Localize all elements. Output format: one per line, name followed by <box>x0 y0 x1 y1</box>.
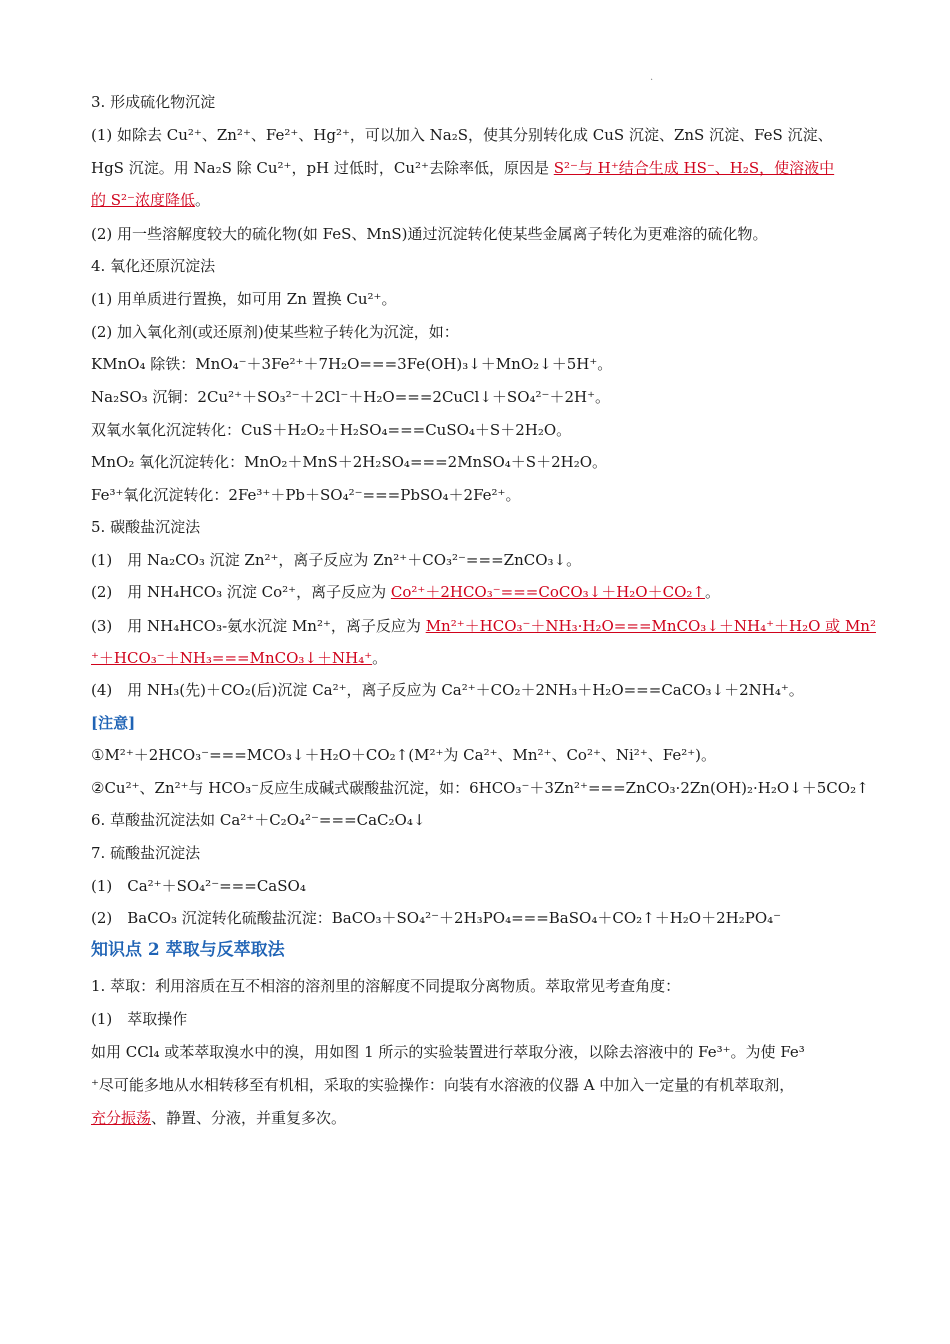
para-4-1: (1) 用单质进行置换，如可用 Zn 置换 Cu²⁺。 <box>91 290 397 308</box>
para-5-2: (2) 用 NH₄HCO₃ 沉淀 Co²⁺，离子反应为 Co²⁺＋2HCO₃⁻===CoCO₃↓＋H₂O＋CO₂↑。 <box>91 583 720 601</box>
answer-text: ⁺＋HCO₃⁻＋NH₃===MnCO₃↓＋NH₄⁺ <box>91 649 373 667</box>
section-7-title: 7. 硫酸盐沉淀法 <box>91 844 201 862</box>
section-6-title: 6. 草酸盐沉淀法如 Ca²⁺＋C₂O₄²⁻===CaC₂O₄↓ <box>91 811 426 829</box>
answer-text: 的 S²⁻浓度降低 <box>91 191 195 209</box>
para-5-3-line-2: ⁺＋HCO₃⁻＋NH₃===MnCO₃↓＋NH₄⁺。 <box>91 649 388 667</box>
note-label: [注意] <box>91 714 136 732</box>
para-7-1: (1) Ca²⁺＋SO₄²⁻===CaSO₄ <box>91 877 306 895</box>
equation-kmno4: KMnO₄ 除铁：MnO₄⁻＋3Fe²⁺＋7H₂O===3Fe(OH)₃↓＋MnO₂↓＋5H⁺。 <box>91 355 613 373</box>
para-extraction-line-2: ⁺尽可能多地从水相转移至有机相，采取的实验操作：向装有水溶液的仪器 A 中加入一定量的有机萃取剂， <box>91 1076 795 1094</box>
note-1: ①M²⁺＋2HCO₃⁻===MCO₃↓＋H₂O＋CO₂↑(M²⁺为 Ca²⁺、Mn²⁺、Co²⁺、Ni²⁺、Fe²⁺)。 <box>91 746 716 764</box>
para-extraction-1: 1. 萃取：利用溶质在互不相溶的溶剂里的溶解度不同提取分离物质。萃取常见考查角度： <box>91 977 681 995</box>
equation-na2so3: Na₂SO₃ 沉铜：2Cu²⁺＋SO₃²⁻＋2Cl⁻＋H₂O===2CuCl↓＋SO₄²⁻＋2H⁺。 <box>91 388 610 406</box>
answer-text: Mn²⁺＋HCO₃⁻＋NH₃·H₂O===MnCO₃↓＋NH₄⁺＋H₂O 或 Mn² <box>425 617 876 635</box>
answer-text: Co²⁺＋2HCO₃⁻===CoCO₃↓＋H₂O＋CO₂↑ <box>390 583 705 601</box>
para-3-1-line-2: HgS 沉淀。用 Na₂S 除 Cu²⁺，pH 过低时，Cu²⁺去除率低，原因是 S²⁻与 H⁺结合生成 HS⁻、H₂S，使溶液中 <box>91 159 835 177</box>
section-4-title: 4. 氧化还原沉淀法 <box>91 257 216 275</box>
para-4-2: (2) 加入氧化剂(或还原剂)使某些粒子转化为沉淀，如： <box>91 323 459 341</box>
section-3-title: 3. 形成硫化物沉淀 <box>91 93 216 111</box>
note-2: ②Cu²⁺、Zn²⁺与 HCO₃⁻反应生成碱式碳酸盐沉淀，如：6HCO₃⁻＋3Zn²⁺===ZnCO₃·2Zn(OH)₂·H₂O↓＋5CO₂↑ <box>91 779 869 797</box>
para-5-3-line-1: (3) 用 NH₄HCO₃-氨水沉淀 Mn²⁺，离子反应为 Mn²⁺＋HCO₃⁻＋NH₃·H₂O===MnCO₃↓＋NH₄⁺＋H₂O 或 Mn² <box>91 617 876 635</box>
para-extraction-op: (1) 萃取操作 <box>91 1010 188 1028</box>
para-3-1-line-1: (1) 如除去 Cu²⁺、Zn²⁺、Fe²⁺、Hg²⁺，可以加入 Na₂S，使其分别转化成 CuS 沉淀、ZnS 沉淀、FeS 沉淀、 <box>91 126 833 144</box>
equation-h2o2: 双氧水氧化沉淀转化：CuS＋H₂O₂＋H₂SO₄===CuSO₄＋S＋2H₂O。 <box>91 421 572 439</box>
para-extraction-line-1: 如用 CCl₄ 或苯萃取溴水中的溴，用如图 1 所示的实验装置进行萃取分液，以除去溶液中的 Fe³⁺。为使 Fe³ <box>91 1043 805 1061</box>
knowledge-point-2-heading: 知识点 2 萃取与反萃取法 <box>91 940 285 960</box>
para-5-1: (1) 用 Na₂CO₃ 沉淀 Zn²⁺，离子反应为 Zn²⁺＋CO₃²⁻===ZnCO₃↓。 <box>91 551 582 569</box>
para-5-4: (4) 用 NH₃(先)＋CO₂(后)沉淀 Ca²⁺，离子反应为 Ca²⁺＋CO₂＋2NH₃＋H₂O===CaCO₃↓＋2NH₄⁺。 <box>91 681 804 699</box>
equation-mno2: MnO₂ 氧化沉淀转化：MnO₂＋MnS＋2H₂SO₄===2MnSO₄＋S＋2H₂O。 <box>91 453 608 471</box>
page-mark: . <box>650 72 654 83</box>
section-5-title: 5. 碳酸盐沉淀法 <box>91 518 201 536</box>
answer-text: S²⁻与 H⁺结合生成 HS⁻、H₂S，使溶液中 <box>553 159 835 177</box>
answer-text: 充分振荡 <box>91 1109 152 1127</box>
para-3-1-line-3: 的 S²⁻浓度降低。 <box>91 191 210 209</box>
para-7-2: (2) BaCO₃ 沉淀转化硫酸盐沉淀：BaCO₃＋SO₄²⁻＋2H₃PO₄===BaSO₄＋CO₂↑＋H₂O＋2H₂PO₄⁻ <box>91 909 782 927</box>
para-3-2: (2) 用一些溶解度较大的硫化物(如 FeS、MnS)通过沉淀转化使某些金属离子转化为更难溶的硫化物。 <box>91 225 768 243</box>
para-extraction-line-3: 充分振荡、静置、分液，并重复多次。 <box>91 1109 347 1127</box>
equation-fe3: Fe³⁺氧化沉淀转化：2Fe³⁺＋Pb＋SO₄²⁻===PbSO₄＋2Fe²⁺。 <box>91 486 521 504</box>
